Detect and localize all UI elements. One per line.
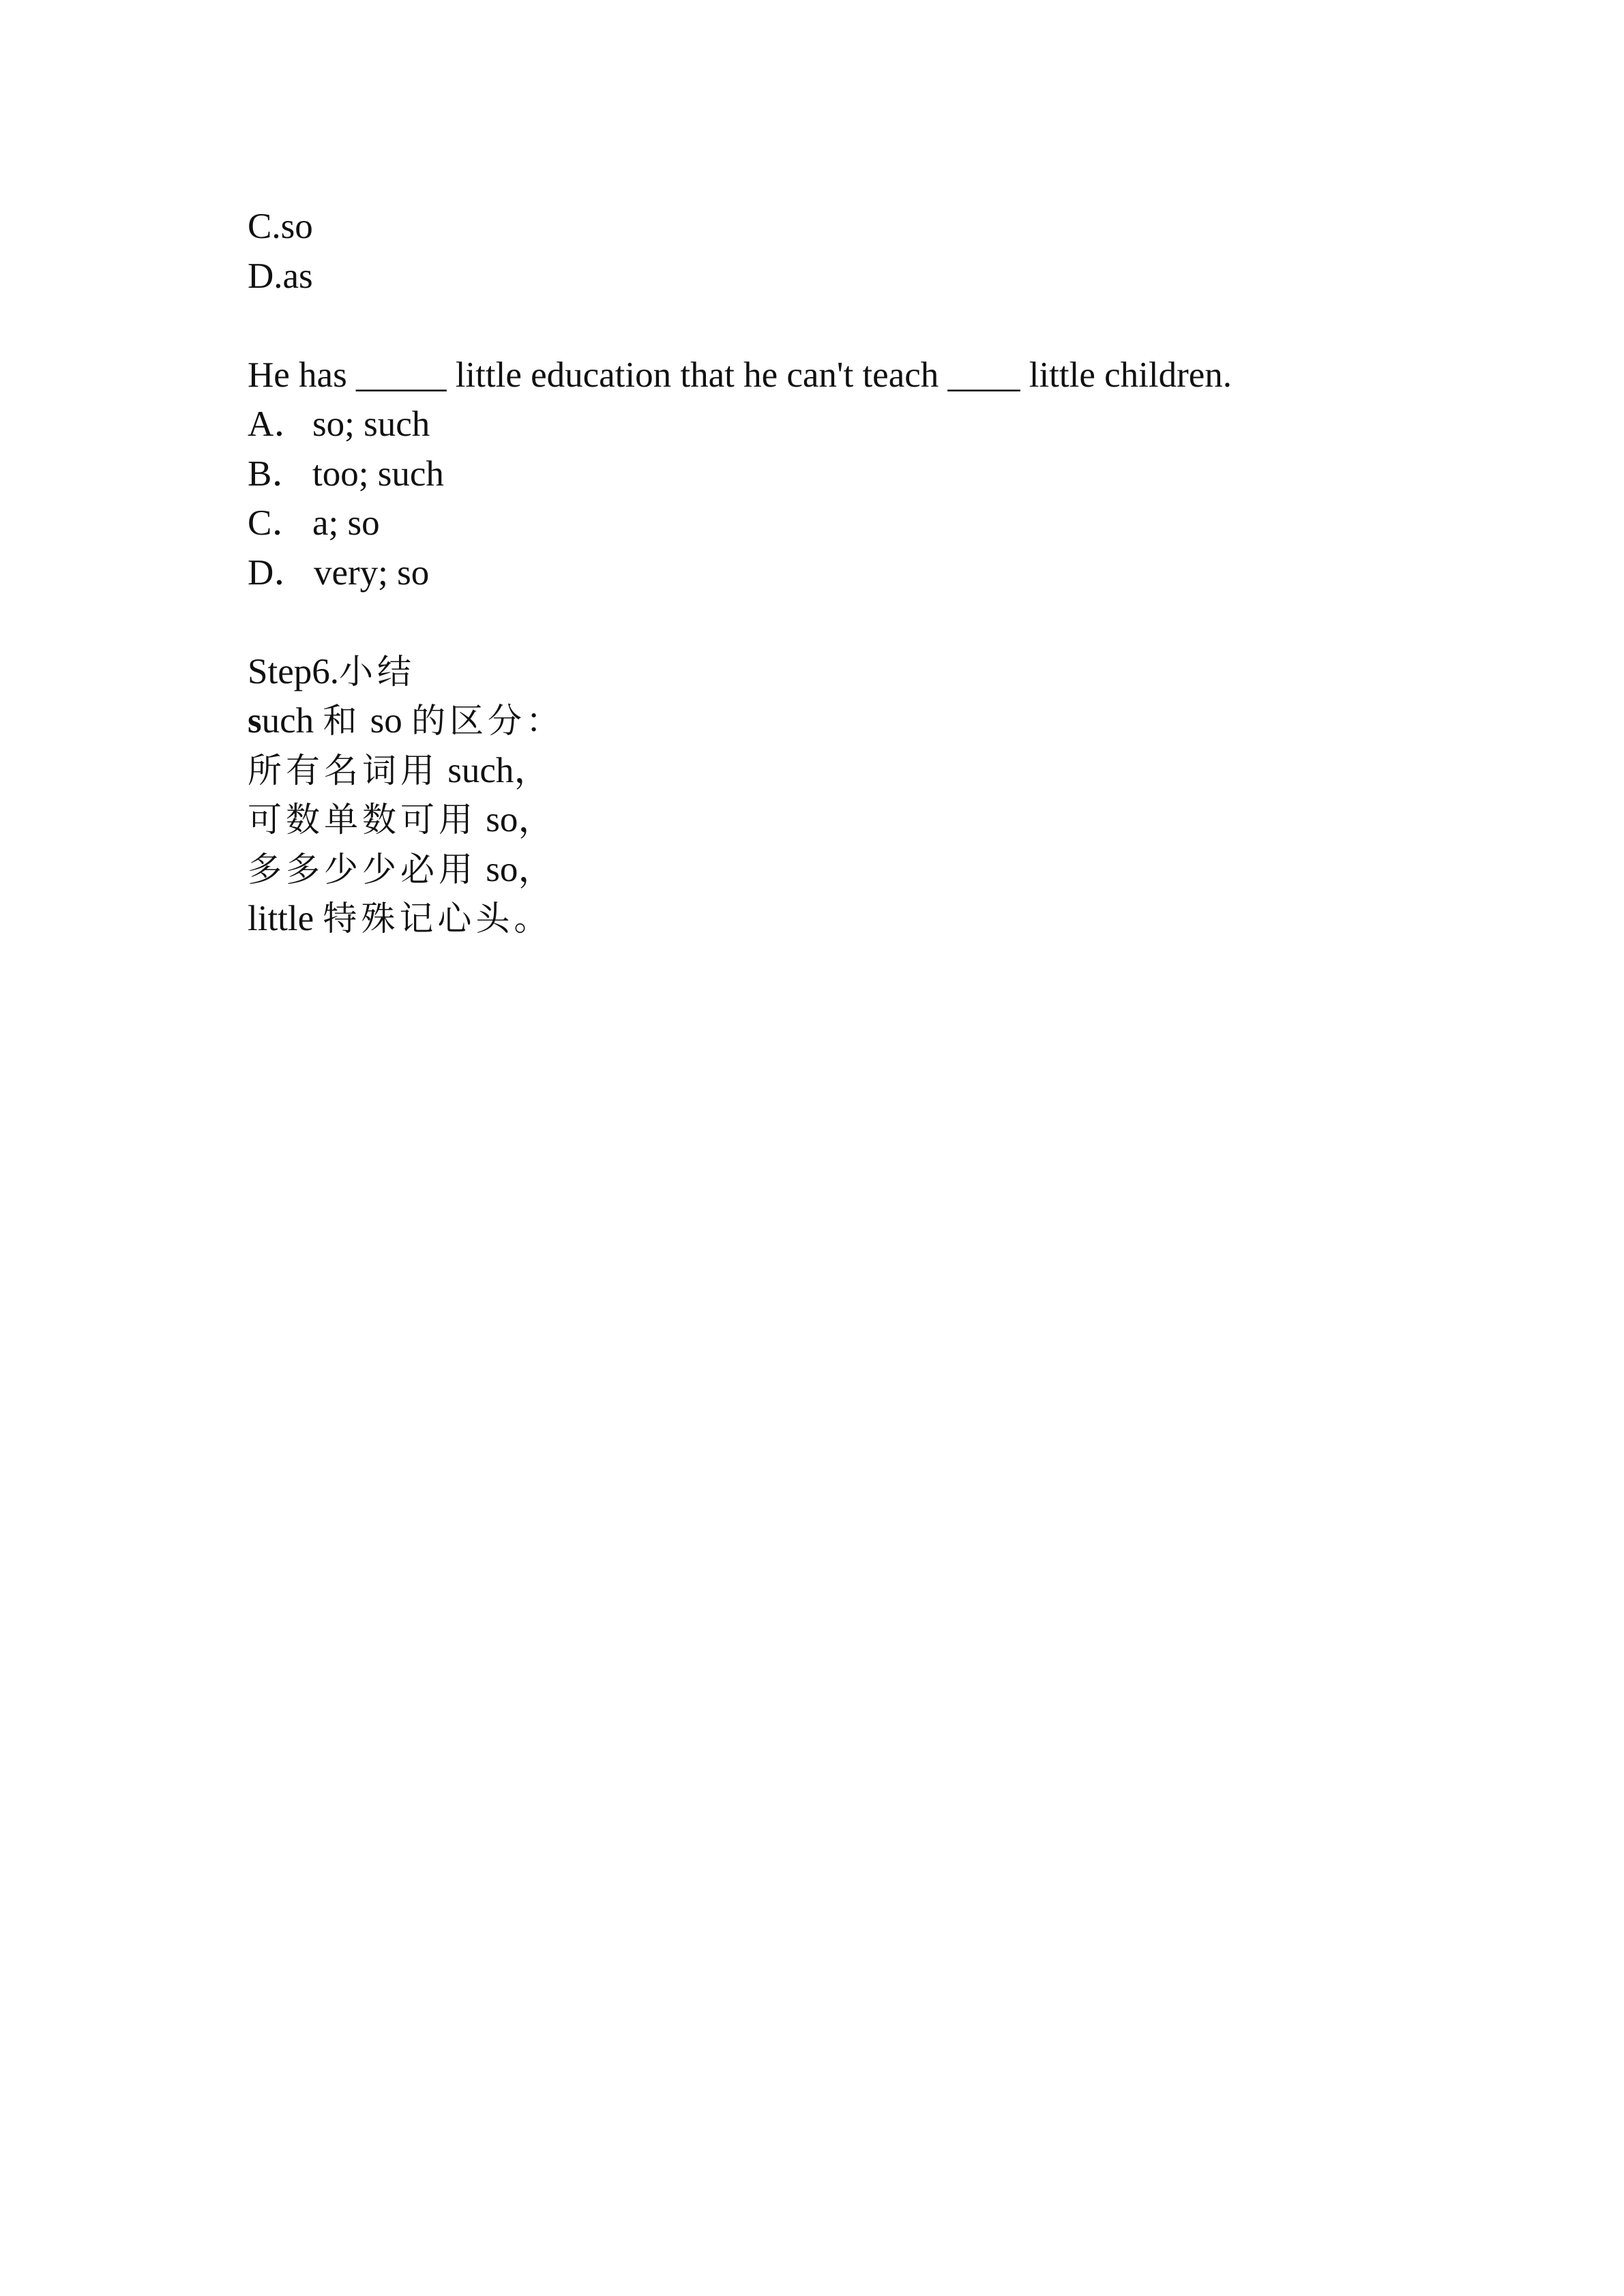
summary-line-3-rest: so，	[477, 800, 555, 839]
summary-line-3-cjk: 可数单数可用	[248, 800, 477, 839]
summary-line-2-cjk: 所有名词用	[248, 750, 439, 790]
option-c-text: a; so	[312, 503, 380, 543]
question-stem: He has _____ little education that he can't teach ____ little children.	[248, 355, 1232, 395]
option-d	[248, 548, 1407, 598]
option-a-letter: A．	[248, 404, 310, 444]
summary-line-5-prefix: little	[248, 899, 323, 938]
summary-line-2	[248, 746, 1407, 796]
summary-line-2-rest: such，	[439, 750, 550, 790]
option-c-prev: C.so	[248, 207, 313, 246]
summary-line-1-cjk2: 的区分：	[411, 701, 565, 741]
option-a	[248, 400, 1407, 449]
option-b-letter: B．	[248, 453, 308, 494]
summary-line-3	[248, 795, 1407, 845]
summary-line-5	[248, 894, 1407, 944]
spacer	[248, 301, 1407, 351]
option-b	[248, 449, 1407, 499]
summary-heading-cjk: 小结	[338, 651, 415, 691]
summary-line-1-cjk1: 和	[323, 701, 361, 741]
spacer	[248, 597, 1407, 647]
summary-line-1-mid: so	[361, 701, 412, 741]
option-c-letter: C．	[248, 503, 308, 543]
summary-line-5-cjk: 特殊记心头。	[323, 899, 552, 938]
option-c	[248, 498, 1407, 548]
summary-heading	[248, 647, 1407, 697]
option-d-text: very; so	[314, 552, 430, 593]
option-b-text: too; such	[312, 453, 444, 494]
summary-line-4	[248, 845, 1407, 895]
summary-line-4-cjk: 多多少少必用	[248, 849, 477, 889]
summary-heading-prefix: Step6.	[248, 651, 339, 691]
summary-line-1-bold: s	[248, 701, 262, 741]
summary-line-1-rest: uch	[261, 701, 323, 741]
page-content	[248, 202, 1407, 944]
summary-line-4-rest: so，	[477, 849, 555, 889]
option-d-prev: D.as	[248, 256, 313, 296]
option-a-text: so; such	[312, 404, 430, 444]
summary-line-1	[248, 696, 1407, 746]
option-d-letter: D．	[248, 552, 310, 593]
